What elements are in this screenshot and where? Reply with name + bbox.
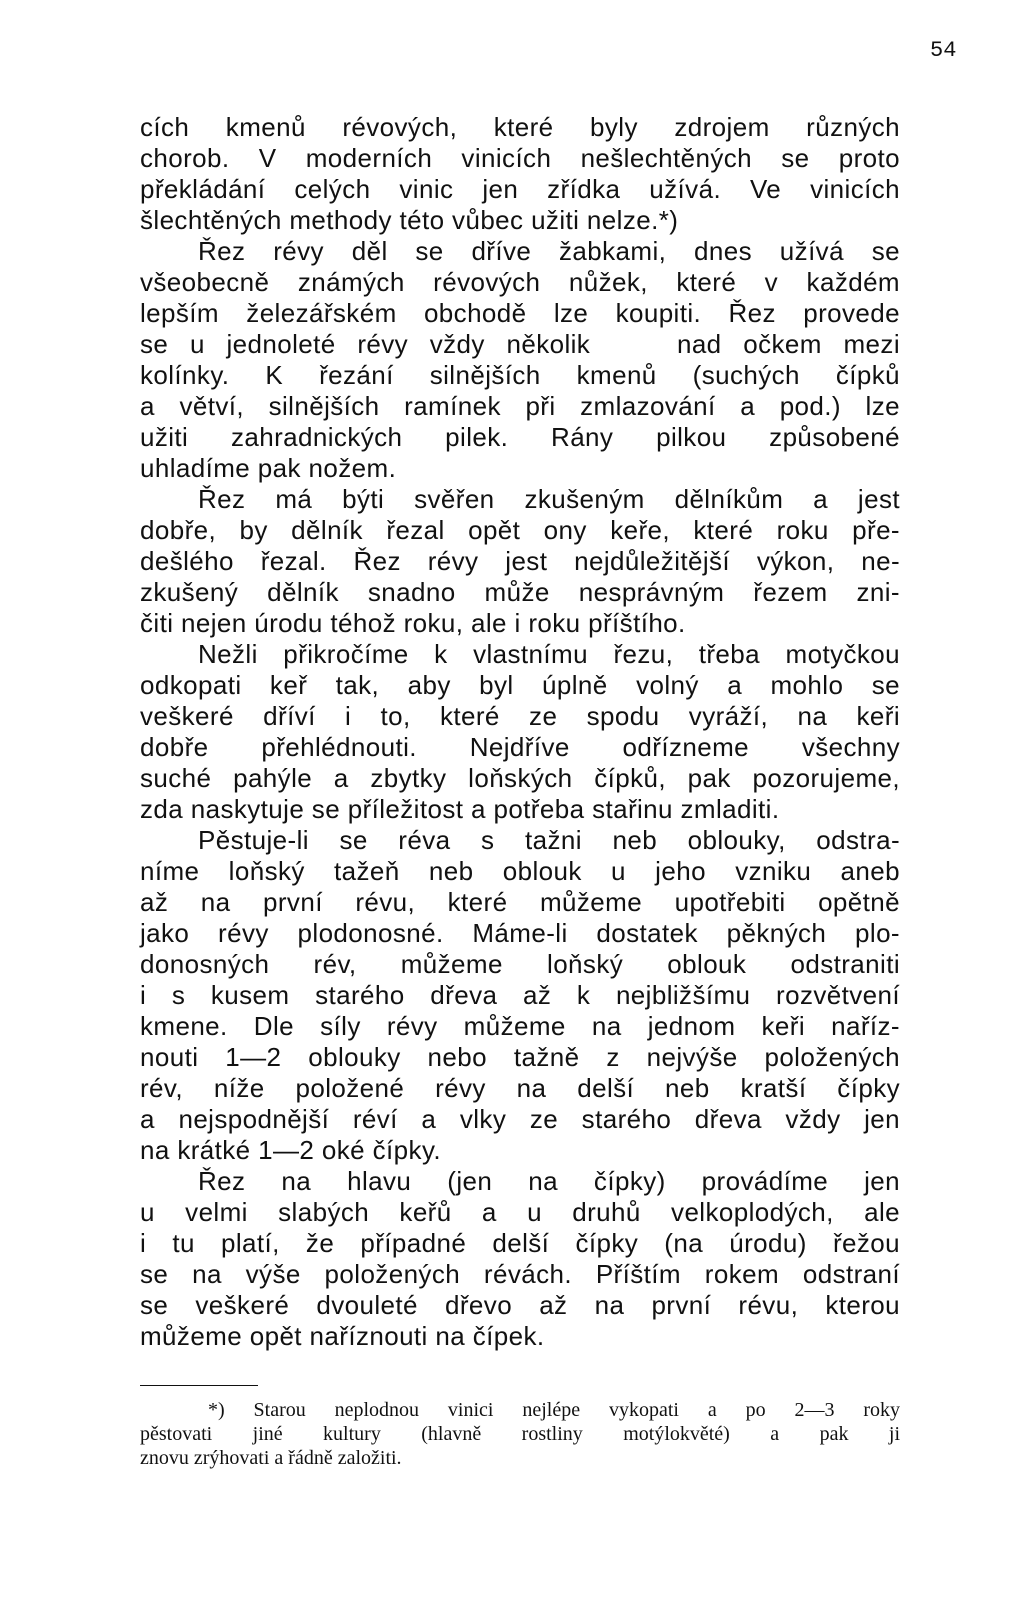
text-line: Pěstuje-li se réva s tažni neb oblouky, odstra- — [198, 825, 900, 855]
text-line: u velmi slabých keřů a u druhů velkoplodých, ale — [140, 1197, 900, 1227]
text-line: zda naskytuje se příležitost a potřeba stařinu zmladiti. — [140, 794, 780, 824]
text-line: užiti zahradnických pilek. Rány pilkou způsobené — [140, 422, 900, 452]
text-line: zkušený dělník snadno může nesprávným řezem zni- — [140, 577, 900, 607]
text-line: překládání celých vinic jen zřídka užívá. Ve vinicích — [140, 174, 900, 204]
footnote-divider — [140, 1385, 258, 1386]
text-line: se veškeré dvouleté dřevo až na první révu, kterou — [140, 1290, 900, 1320]
text-line: uhladíme pak nožem. — [140, 453, 397, 483]
text-line: dešlého řezal. Řez révy jest nejdůležitější výkon, ne- — [140, 546, 900, 576]
text-line: suché pahýle a zbytky loňských čípků, pak pozorujeme, — [140, 763, 900, 793]
text-line: Nežli přikročíme k vlastnímu řezu, třeba motyčkou — [198, 639, 900, 669]
text-line: veškeré dříví i to, které ze spodu vyráží, na keři — [140, 701, 900, 731]
footnote-line: pěstovati jiné kultury (hlavně rostliny motýlokvěté) a pak ji — [140, 1423, 900, 1445]
text-line: můžeme opět naříznouti na čípek. — [140, 1321, 545, 1351]
text-line: a nejspodnější réví a vlky ze starého dřeva vždy jen — [140, 1104, 900, 1134]
text-line: Řez révy děl se dříve žabkami, dnes užívá se — [198, 236, 900, 266]
text-line: chorob. V moderních vinicích nešlechtěných se proto — [140, 143, 900, 173]
text-line: se na výše položených révách. Příštím rokem odstraní — [140, 1259, 900, 1289]
text-line: i s kusem starého dřeva až k nejbližšímu rozvětvení — [140, 980, 900, 1010]
body-text — [140, 112, 900, 1352]
footnote-line: *) Starou neplodnou vinici nejlépe vykopati a po 2—3 roky — [208, 1399, 900, 1421]
text-line: nouti 1—2 oblouky nebo tažně z nejvýše položených — [140, 1042, 900, 1072]
text-line: Řez má býti svěřen zkušeným dělníkům a jest — [198, 484, 900, 514]
text-line: kmene. Dle síly révy můžeme na jednom keři naříz- — [140, 1011, 900, 1041]
page-number: 54 — [930, 38, 957, 63]
text-line: kolínky. K řezání silnějších kmenů (suchých čípků — [140, 360, 900, 390]
footnote — [140, 1398, 900, 1470]
text-line: jako révy plodonosné. Máme-li dostatek pěkných plo- — [140, 918, 900, 948]
text-line: odkopati keř tak, aby byl úplně volný a mohlo se — [140, 670, 900, 700]
text-line: lepším železářském obchodě lze koupiti. Řez provede — [140, 298, 900, 328]
text-line: dobře přehlédnouti. Nejdříve odřízneme všechny — [140, 732, 900, 762]
text-line: čiti nejen úrodu téhož roku, ale i roku příštího. — [140, 608, 686, 638]
text-line: na krátké 1—2 oké čípky. — [140, 1135, 442, 1165]
text-line: se u jednoleté révy vždy několik nad očkem mezi — [140, 329, 900, 359]
text-line: donosných rév, můžeme loňský oblouk odstraniti — [140, 949, 900, 979]
text-line: až na první révu, které můžeme upotřebiti opětně — [140, 887, 900, 917]
text-line: a větví, silnějších ramínek při zmlazování a pod.) lze — [140, 391, 900, 421]
text-line: Řez na hlavu (jen na čípky) provádíme jen — [198, 1166, 900, 1196]
text-line: dobře, by dělník řezal opět ony keře, které roku pře- — [140, 515, 900, 545]
text-line: šlechtěných methody této vůbec užiti nelze.*) — [140, 205, 679, 235]
text-line: níme loňský tažeň neb oblouk u jeho vzniku aneb — [140, 856, 900, 886]
text-line: všeobecně známých révových nůžek, které v každém — [140, 267, 900, 297]
footnote-line: znovu zrýhovati a řádně založiti. — [140, 1447, 402, 1469]
text-line: i tu platí, že případné delší čípky (na úrodu) řežou — [140, 1228, 900, 1258]
text-line: rév, níže položené révy na delší neb kratší čípky — [140, 1073, 900, 1103]
text-line: cích kmenů révových, které byly zdrojem různých — [140, 112, 900, 142]
